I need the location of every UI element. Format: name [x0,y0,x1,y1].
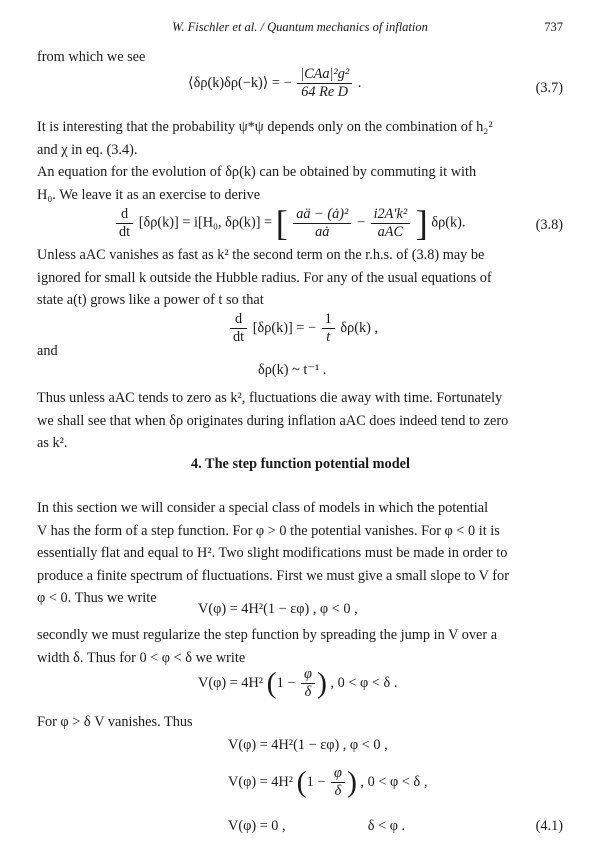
eq38-f1-numerator: aä − (ȧ)² [293,206,351,224]
eqd-fraction [301,666,315,701]
f2-left-paren: ( [296,765,307,799]
paragraph-2 [37,116,564,161]
running-title: W. Fischler et al. / Quantum mechanics of inflation [172,20,428,34]
eq38-dt: dt [119,223,131,240]
paragraph-8 [37,624,564,669]
eqa-tail: δρ(k) , [340,319,379,336]
eqd-left-paren: ( [266,666,277,700]
paragraph-2-line-1: It is interesting that the probability ψ*ψ depends only on the combination of h₂² [37,119,493,135]
equation-power-law: δρ(k) ~ t⁻¹ . [258,362,327,378]
f2-fraction [331,765,345,800]
paragraph-5: and [37,343,58,359]
eqa-one: 1 [322,311,335,329]
paragraph-3-line-2: H₀. We leave it as an exercise to derive [37,186,261,203]
paragraph-3-line-1: An equation for the evolution of δρ(k) can be obtained by commuting it with [37,164,477,180]
eq37-lhs: ⟨δρ(k)δρ(−k)⟩ = − [188,74,292,91]
equation-3-8 [114,202,465,244]
equation-4-1-line-2 [228,765,427,800]
paragraph-7-line-5: φ < 0. Thus we write [37,590,157,606]
paragraph-1: from which we see [37,49,146,65]
f3-rhs: δ < φ . [367,818,406,834]
f2-tail: , 0 < φ < δ , [360,773,428,790]
paragraph-9: For φ > δ V vanishes. Thus [37,714,193,730]
f2-right-paren: ) [346,765,357,799]
paragraph-2-line-2: and χ in eq. (3.4). [37,141,138,158]
paragraph-6-line-3: as k². [37,435,68,451]
eq37-denominator: 64 Re D [301,84,349,100]
paragraph-6 [37,387,564,455]
equation-slope: V(φ) = 4H²(1 − εφ) , φ < 0 , [198,601,358,617]
eqd-right-paren: ) [316,666,327,700]
eq37-tail: . [357,74,362,91]
paragraph-4-line-2: ignored for small k outside the Hubble radius. For any of the usual equations of [37,269,492,286]
f3-lhs: V(φ) = 0 , [228,818,286,834]
paragraph-7-line-3: essentially flat and equal to H². Two slight modifications must be made in order to [37,545,508,561]
eq38-f2-denominator: aAC [377,223,404,240]
paragraph-7-line-4: produce a finite spectrum of fluctuations. First we must give a small slope to V for [37,567,509,584]
equation-number-3-7: (3.7) [535,80,563,96]
page-number: 737 [544,20,563,34]
paragraph-7-line-1: In this section we will consider a special class of models in which the potential [37,500,489,516]
eqa-dt: dt [233,329,245,345]
eq38-middle: [δρ(k)] = i[H₀, δρ(k)] = [138,214,273,231]
eq37-numerator: |CAa|²g² [297,66,352,84]
equation-number-3-8: (3.8) [535,217,563,233]
eq38-left-bracket: [ [275,203,288,243]
eqa-middle: [δρ(k)] = − [252,319,317,336]
paragraph-3 [37,161,564,206]
eqa-d: d [230,311,247,329]
eq38-fraction-1 [293,206,351,241]
f2-phi: φ [331,765,345,783]
eqd-one: 1 − [276,674,296,691]
paragraph-4 [37,244,564,312]
eqd-tail: , 0 < φ < δ . [330,674,398,691]
f2-delta: δ [334,783,342,799]
eq38-tail: δρ(k). [431,214,466,231]
eqd-phi: φ [301,666,315,684]
eqd-delta: δ [304,684,312,700]
eq38-right-bracket: ] [415,203,428,243]
f2-one: 1 − [306,773,326,790]
equation-number-4-1: (4.1) [535,818,563,834]
f2-lhs: V(φ) = 4H² [228,773,294,790]
paragraph-6-line-1: Thus unless aAC tends to zero as k², fluctuations die away with time. Fortunately [37,390,503,406]
paragraph-4-line-1: Unless aAC vanishes as fast as k² the second term on the r.h.s. of (3.8) may be [37,247,485,263]
section-heading: 4. The step function potential model [191,456,410,472]
eq38-minus: − [356,214,365,231]
equation-3-7 [188,66,361,101]
paragraph-7-line-2: V has the form of a step function. For φ > 0 the potential vanishes. For φ < 0 it is [37,522,500,539]
eq38-d: d [116,206,133,224]
equation-regularized [198,666,397,701]
eqd-lhs: V(φ) = 4H² [198,674,264,691]
paragraph-8-line-2: width δ. Thus for 0 < φ < δ we write [37,649,246,666]
eq38-derivative [116,206,133,241]
eq38-f1-denominator: aȧ [315,223,330,240]
paragraph-4-line-3: state a(t) grows like a power of t so that [37,292,264,308]
eq38-f2-numerator: i2A′k² [371,206,411,224]
eq38-fraction-2 [371,206,411,241]
paragraph-8-line-1: secondly we must regularize the step function by spreading the jump in V over a [37,627,498,643]
paragraph-6-line-2: we shall see that when δρ originates during inflation aAC does indeed tend to zero [37,412,509,429]
equation-4-1-line-3 [228,818,405,835]
eqa-t: t [326,329,331,345]
equation-4-1-line-1: V(φ) = 4H²(1 − εφ) , φ < 0 , [228,737,388,753]
eq37-fraction [297,66,352,101]
paragraph-7 [37,497,564,610]
